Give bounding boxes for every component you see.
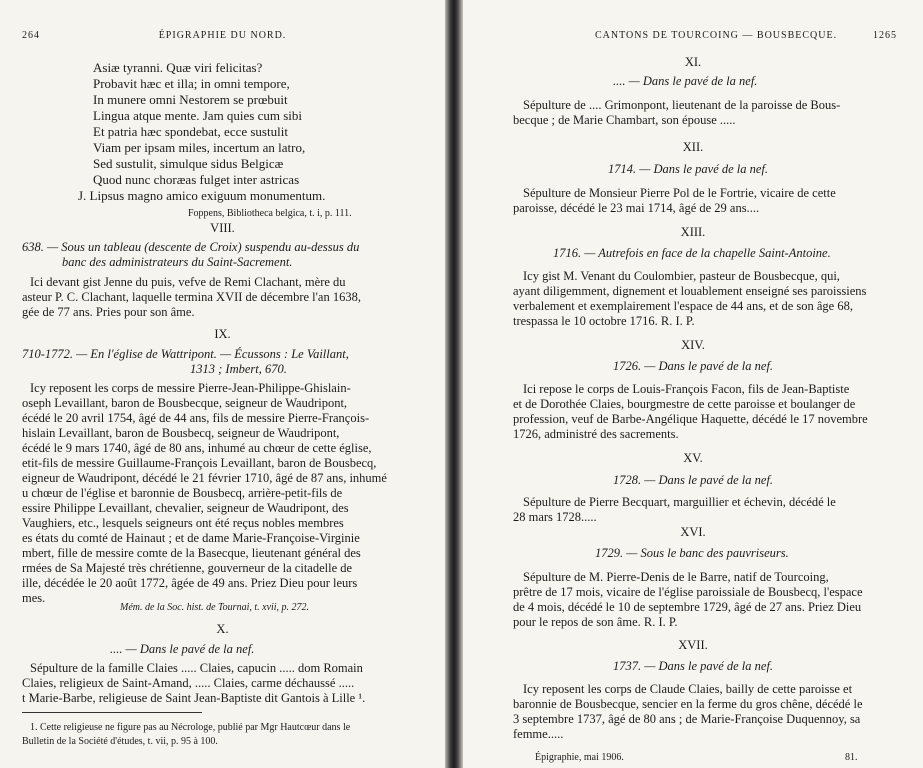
entry-body-line: es états du comté de Hainaut ; et de dame Marie-Françoise-Virginie bbox=[22, 531, 360, 545]
poem-line: Asiæ tyranni. Quæ viri felicitas? bbox=[93, 60, 263, 75]
entry-title: banc des administrateurs du Saint-Sacrement. bbox=[62, 255, 293, 269]
entry-body-line: Claies, religieux de Saint-Amand, ..... Claies, carme déchaussé ..... bbox=[22, 676, 355, 690]
entry-body-line: oseph Levaillant, baron de Bousbecque, seigneur de Waudripont, bbox=[22, 396, 348, 410]
entry-title: 1729. — Sous le banc des pauvriseurs. bbox=[595, 546, 789, 560]
entry-body-line: Vaughiers, etc., lesquels seigneurs ont été reçus nobles membres bbox=[22, 516, 344, 530]
entry-body-line: pour le repos de son âme. R. I. P. bbox=[513, 615, 678, 629]
entry-title: 1714. — Dans le pavé de la nef. bbox=[608, 162, 769, 176]
poem-line: Sed sustulit, simulque sidus Belgicæ bbox=[93, 156, 284, 171]
entry-body-line: paroisse, décédé le 23 mai 1714, âgé de 29 ans.... bbox=[513, 201, 760, 215]
bottom-signature: Épigraphie, mai 1906. bbox=[535, 752, 624, 763]
entry-body-line: Sépulture de M. Pierre-Denis de le Barre, natif de Tourcoing, bbox=[523, 570, 829, 584]
entry-body-line: etit-fils de messire Guillaume-François Levaillant, baron de Bousbecq, bbox=[22, 456, 377, 470]
section-heading: X. bbox=[216, 622, 229, 636]
entry-title: 710-1772. — En l'église de Wattripont. — Écussons : Le Vaillant, bbox=[22, 347, 349, 361]
entry-body-line: Sépulture de Monsieur Pierre Pol de le Fortrie, vicaire de cette bbox=[523, 186, 836, 200]
entry-body-line: écédé le 20 avril 1754, âgé de 44 ans, fils de messire Pierre-François- bbox=[22, 411, 370, 425]
entry-body-line: hislain Levaillant, baron de Bousbecq, seigneur de Waudripont, bbox=[22, 426, 340, 440]
entry-body-line: u chœur de l'église et baronnie de Bousbecq, arrière-petit-fils de bbox=[22, 486, 343, 500]
section-heading: VIII. bbox=[210, 221, 235, 235]
entry-body-line: ayant diligemment, dignement et louablement enseigné ses paroissiens bbox=[513, 284, 867, 298]
entry-body-line: écédé le 9 mars 1740, âgé de 80 ans, inhumé au chœur de cette église, bbox=[22, 441, 372, 455]
poem-line: Quod nunc choræas fulget inter astricas bbox=[93, 172, 300, 187]
left-page-number: 264 bbox=[22, 30, 40, 41]
section-heading: XV. bbox=[683, 451, 703, 465]
section-heading: XII. bbox=[682, 140, 704, 154]
entry-body-line: Sépulture de .... Grimonpont, lieutenant de la paroisse de Bous- bbox=[523, 98, 841, 112]
section-heading: XVI. bbox=[680, 525, 706, 539]
entry-body-line: prêtre de 17 mois, vicaire de l'église paroissiale de Bousbecq, l'espace bbox=[513, 585, 863, 599]
entry-title: 1728. — Dans le pavé de la nef. bbox=[613, 473, 774, 487]
poem-line: Lingua atque mente. Jam quies cum sibi bbox=[93, 108, 303, 123]
entry-body-line: rmées de Sa Majesté très chrétienne, gouverneur de la citadelle de bbox=[22, 561, 353, 575]
entry-body-line: 3 septembre 1737, âgé de 80 ans ; de Marie-Françoise Duquennoy, sa bbox=[513, 712, 861, 726]
entry-body-line: essire Philippe Levaillant, chevalier, seigneur de Waudripont, des bbox=[22, 501, 349, 515]
section-heading: XVII. bbox=[678, 638, 708, 652]
entry-title: 1716. — Autrefois en face de la chapelle Saint-Antoine. bbox=[553, 246, 831, 260]
source-citation: Foppens, Bibliotheca belgica, t. i, p. 111. bbox=[188, 208, 352, 219]
entry-body-line: becque ; de Marie Chambart, son épouse ..... bbox=[513, 113, 736, 127]
entry-body-line: 28 mars 1728..... bbox=[513, 510, 597, 524]
entry-title: 1737. — Dans le pavé de la nef. bbox=[613, 659, 774, 673]
poem-line: Et patria hæc spondebat, ecce sustulit bbox=[93, 124, 288, 139]
section-heading: XIV. bbox=[681, 338, 705, 352]
footnote-rule bbox=[22, 712, 202, 713]
entry-body-line: trespassa le 10 octobre 1716. R. I. P. bbox=[513, 314, 695, 328]
source-citation: Mém. de la Soc. hist. de Tournai, t. xvii, p. 272. bbox=[120, 602, 310, 613]
entry-body-line: eigneur de Waudripont, décédé le 21 février 1710, âgé de 87 ans, inhumé bbox=[22, 471, 387, 485]
entry-body-line: profession, veuf de Barbe-Angélique Haquette, décédé le 17 novembre bbox=[513, 412, 868, 426]
entry-body-line: Ici repose le corps de Louis-François Facon, fils de Jean-Baptiste bbox=[523, 382, 850, 396]
entry-body-line: verbalement et exemplairement l'espace de 44 ans, et de son âge 68, bbox=[513, 299, 853, 313]
footnote-line: 1. Cette religieuse ne figure pas au Nécrologe, publié par Mgr Hautcœur dans le bbox=[30, 722, 351, 733]
entry-title: .... — Dans le pavé de la nef. bbox=[110, 642, 255, 656]
left-page bbox=[0, 0, 445, 768]
poem-line: In munere omni Nestorem se prœbuit bbox=[93, 92, 288, 107]
entry-title: 1313 ; Imbert, 670. bbox=[190, 362, 287, 376]
entry-body-line: Sépulture de la famille Claies ..... Claies, capucin ..... dom Romain bbox=[30, 661, 363, 675]
entry-body-line: femme..... bbox=[513, 727, 564, 741]
entry-body-line: mbert, fille de messire comte de la Basecque, lieutenant général des bbox=[22, 546, 361, 560]
entry-title: 1726. — Dans le pavé de la nef. bbox=[613, 359, 774, 373]
entry-body-line: mes. bbox=[22, 591, 46, 605]
entry-title: 638. — Sous un tableau (descente de Croix) suspendu au-dessus du bbox=[22, 240, 360, 254]
right-running-head: CANTONS DE TOURCOING — BOUSBECQUE. bbox=[595, 30, 838, 41]
entry-title: .... — Dans le pavé de la nef. bbox=[613, 74, 758, 88]
footnote-line: Bulletin de la Société d'études, t. vii, p. 95 à 100. bbox=[22, 736, 218, 747]
entry-body-line: de 4 mois, décédé le 10 de septembre 1729, âgé de 27 ans. Priez Dieu bbox=[513, 600, 862, 614]
entry-body-line: t Marie-Barbe, religieuse de Saint Jean-Baptiste dit Gantois à Lille ¹. bbox=[22, 691, 366, 705]
entry-body-line: et de Dorothée Claies, bourgmestre de cette paroisse et boulanger de bbox=[513, 397, 856, 411]
book-gutter bbox=[445, 0, 463, 768]
right-page bbox=[463, 0, 923, 768]
entry-body-line: Icy gist M. Venant du Coulombier, pasteur de Bousbecque, qui, bbox=[523, 269, 840, 283]
sheet-number: 81. bbox=[845, 752, 858, 763]
poem-line: Probavit hæc et illa; in omni tempore, bbox=[93, 76, 290, 91]
poem-line: J. Lipsus magno amico exiguum monumentum. bbox=[78, 188, 326, 203]
section-heading: XI. bbox=[684, 55, 702, 69]
left-running-head: ÉPIGRAPHIE DU NORD. bbox=[158, 30, 287, 41]
entry-body-line: ille, décédée le 20 août 1772, âgée de 49 ans. Priez Dieu pour leurs bbox=[22, 576, 358, 590]
entry-body-line: 1726, administré des sacrements. bbox=[513, 427, 679, 441]
right-page-number: 1265 bbox=[873, 30, 897, 41]
section-heading: IX. bbox=[214, 327, 231, 341]
entry-body-line: Sépulture de Pierre Becquart, marguillier et échevin, décédé le bbox=[523, 495, 836, 509]
poem-line: Viam per ipsam miles, incertum an latro, bbox=[93, 140, 306, 155]
entry-body-line: Icy reposent les corps de messire Pierre-Jean-Philippe-Ghislain- bbox=[30, 381, 351, 395]
entry-body-line: gée de 77 ans. Pries pour son âme. bbox=[22, 305, 195, 319]
section-heading: XIII. bbox=[680, 225, 706, 239]
entry-body-line: Ici devant gist Jenne du puis, vefve de Remi Clachant, mère du bbox=[30, 275, 346, 289]
entry-body-line: Icy reposent les corps de Claude Claies, bailly de cette paroisse et bbox=[523, 682, 853, 696]
entry-body-line: asteur P. C. Clachant, laquelle termina XVII de décembre l'an 1638, bbox=[22, 290, 361, 304]
entry-body-line: baronnie de Bousbecque, sencier en la ferme du gros chêne, décédé le bbox=[513, 697, 863, 711]
